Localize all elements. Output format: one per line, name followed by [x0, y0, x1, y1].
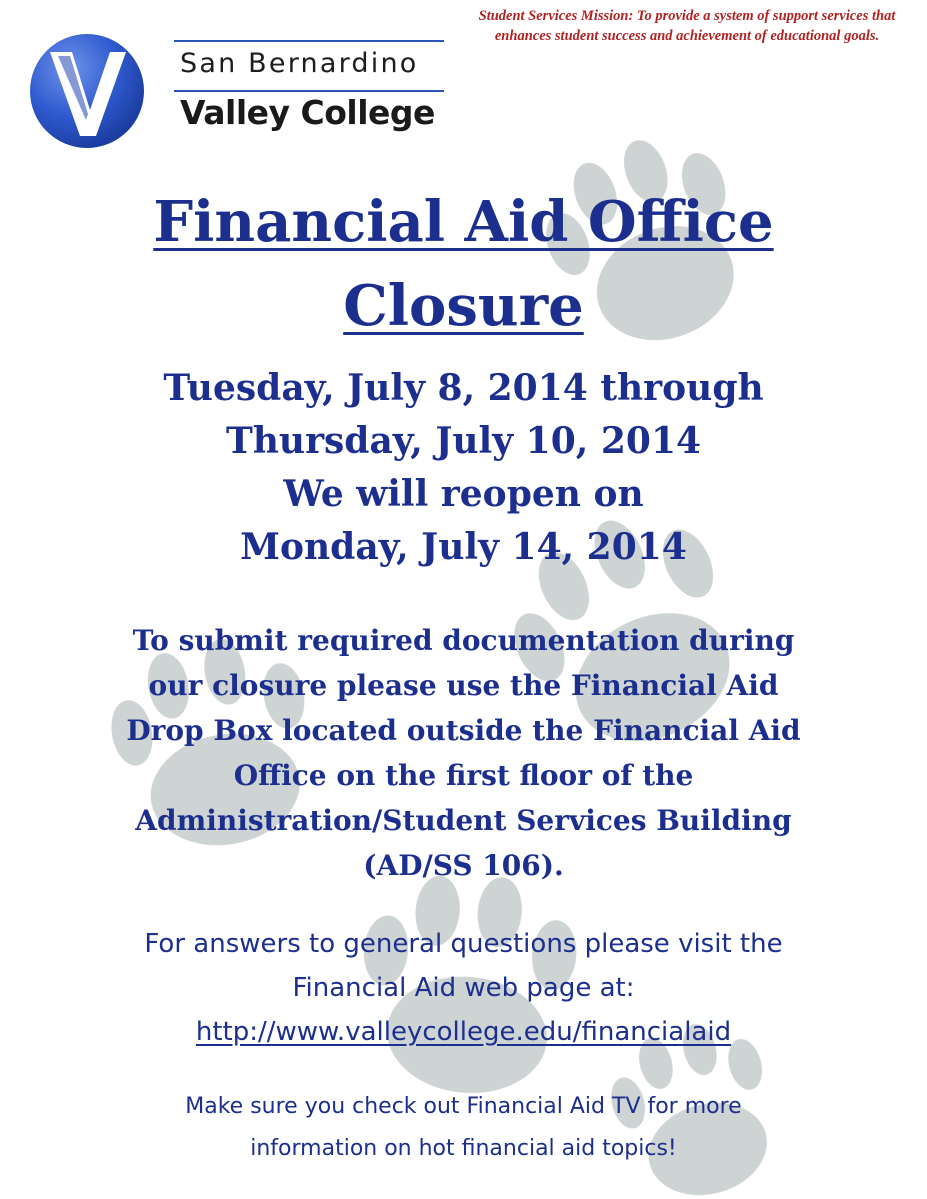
- submit-line-6: (AD/SS 106).: [363, 849, 564, 882]
- logo-rule-top: [174, 40, 444, 42]
- page-title: [0, 180, 927, 348]
- submit-line-4: Office on the first floor of the: [233, 759, 694, 792]
- dates-line-2: Thursday, July 10, 2014: [225, 420, 702, 462]
- logo-text-valley-college: Valley College: [180, 93, 435, 132]
- submission-instructions: [0, 618, 927, 888]
- financial-aid-url-link[interactable]: http://www.valleycollege.edu/financialaid: [195, 1017, 732, 1047]
- submit-line-3: Drop Box located outside the Financial Aid: [126, 714, 801, 747]
- closure-dates: [0, 362, 927, 574]
- dates-line-4: Monday, July 14, 2014: [240, 526, 687, 568]
- answers-line-2: Financial Aid web page at:: [292, 973, 635, 1003]
- title-line-1: Financial Aid Office: [153, 189, 774, 255]
- title-line-2: Closure: [343, 273, 584, 339]
- mission-statement: Student Services Mission: To provide a system of support services that enhances student success and achievement of educational goals.: [478, 8, 896, 44]
- tv-line-2: information on hot financial aid topics!: [250, 1136, 677, 1161]
- valley-v-logo-icon: [28, 32, 146, 150]
- submit-line-2: our closure please use the Financial Aid: [148, 669, 779, 702]
- logo-rule-middle: [174, 90, 444, 92]
- submit-line-5: Administration/Student Services Building: [135, 804, 792, 837]
- college-logo: [28, 30, 435, 150]
- submit-line-1: To submit required documentation during: [132, 624, 795, 657]
- tv-line-1: Make sure you check out Financial Aid TV for more: [185, 1094, 742, 1119]
- financial-aid-tv-note: [0, 1086, 927, 1170]
- dates-line-3: We will reopen on: [283, 473, 644, 515]
- logo-text-san-bernardino: San Bernardino: [180, 48, 419, 79]
- general-questions-section: [0, 922, 927, 1054]
- answers-line-1: For answers to general questions please visit the: [144, 929, 783, 959]
- dates-line-1: Tuesday, July 8, 2014 through: [163, 367, 764, 409]
